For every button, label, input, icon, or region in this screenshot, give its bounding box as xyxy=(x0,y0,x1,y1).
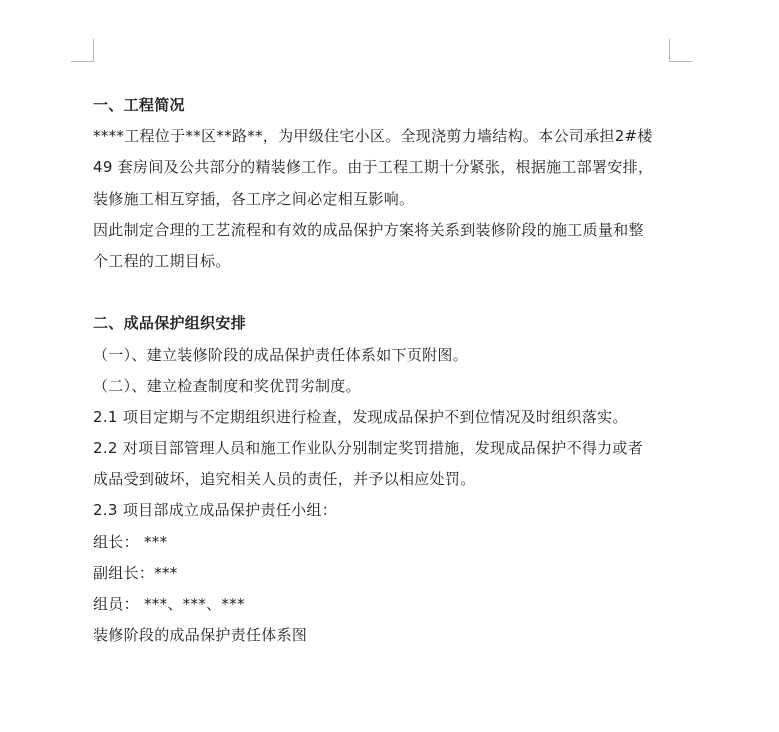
section-heading-project-overview: 一、工程简况 xyxy=(93,96,185,114)
paragraph-line: 成品受到破坏，追究相关人员的责任，并予以相应处罚。 xyxy=(93,470,476,489)
paragraph-line: 49 套房间及公共部分的精装修工作。由于工程工期十分紧张，根据施工部署安排， xyxy=(93,158,654,177)
paragraph-line: 2.2 对项目部管理人员和施工作业队分别制定奖罚措施，发现成品保护不得力或者 xyxy=(93,439,644,458)
section-heading-protection-organization: 二、成品保护组织安排 xyxy=(93,314,247,333)
team-members-line: 组员： ***、***、*** xyxy=(93,595,245,613)
blank-line xyxy=(93,277,683,308)
diagram-caption: 装修阶段的成品保护责任体系图 xyxy=(93,626,308,645)
top-left-margin-marker xyxy=(71,39,94,62)
paragraph-line: 因此制定合理的工艺流程和有效的成品保护方案将关系到装修阶段的施工质量和整 xyxy=(93,220,644,239)
paragraph-line: 2.1 项目定期与不定期组织进行检查，发现成品保护不到位情况及时组织落实。 xyxy=(93,407,628,426)
paragraph-line: （一）、建立装修阶段的成品保护责任体系如下页附图。 xyxy=(93,345,469,364)
paragraph-line: 装修施工相互穿插，各工序之间必定相互影响。 xyxy=(93,189,415,208)
paragraph-line: ****工程位于**区**路**，为甲级住宅小区。全现浇剪力墙结构。本公司承担2#楼 xyxy=(93,127,653,146)
document-body[interactable] xyxy=(93,90,683,651)
paragraph-line: （二）、建立检查制度和奖优罚劣制度。 xyxy=(93,376,361,395)
paragraph-line: 个工程的工期目标。 xyxy=(93,251,231,270)
team-leader-line: 组长： *** xyxy=(93,532,168,551)
deputy-leader-line: 副组长：*** xyxy=(93,563,178,582)
top-right-margin-marker xyxy=(669,39,692,62)
paragraph-line: 2.3 项目部成立成品保护责任小组： xyxy=(93,501,338,520)
